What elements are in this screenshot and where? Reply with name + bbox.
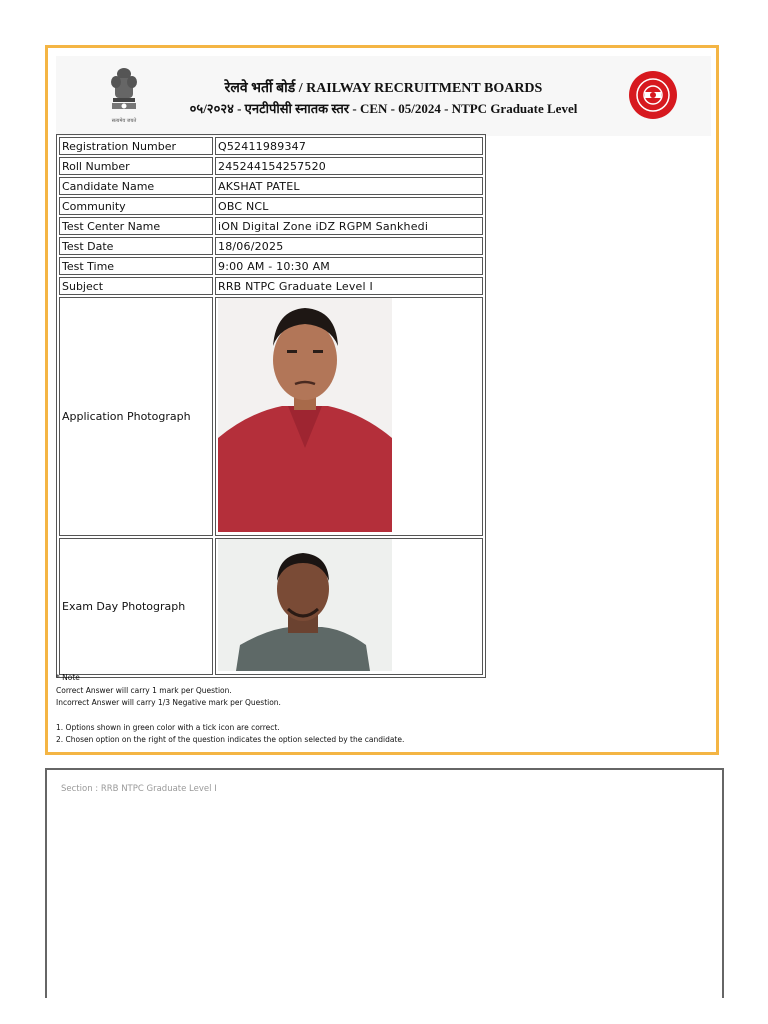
detail-label: Community (59, 197, 213, 215)
detail-label: Registration Number (59, 137, 213, 155)
indian-railways-logo-icon (628, 70, 678, 120)
header-banner (56, 56, 711, 136)
detail-value: 18/06/2025 (215, 237, 483, 255)
state-emblem-icon (106, 66, 142, 130)
detail-value: 245244154257520 (215, 157, 483, 175)
detail-row (59, 277, 483, 295)
application-photo-row (59, 297, 483, 536)
candidate-details-table (56, 134, 486, 678)
detail-label: Test Center Name (59, 217, 213, 235)
detail-label: Test Time (59, 257, 213, 275)
detail-value: iON Digital Zone iDZ RGPM Sankhedi (215, 217, 483, 235)
admit-card (45, 45, 719, 755)
application-photo-label: Application Photograph (59, 297, 213, 536)
exam-day-photo-cell (215, 538, 483, 675)
exam-day-photograph (218, 539, 392, 671)
application-photo-cell (215, 297, 483, 536)
detail-value: RRB NTPC Graduate Level I (215, 277, 483, 295)
detail-value: AKSHAT PATEL (215, 177, 483, 195)
exam-day-photo-row (59, 538, 483, 675)
detail-label: Roll Number (59, 157, 213, 175)
detail-row (59, 177, 483, 195)
header-title: रेलवे भर्ती बोर्ड / RAILWAY RECRUITMENT BOARDS (224, 81, 543, 96)
notes-line: 1. Options shown in green color with a tick icon are correct. (56, 722, 280, 732)
detail-row (59, 157, 483, 175)
detail-row (59, 217, 483, 235)
section-label: Section : RRB NTPC Graduate Level I (61, 784, 217, 794)
detail-label: Subject (59, 277, 213, 295)
detail-value: OBC NCL (215, 197, 483, 215)
emblem-caption: सत्यमेव जयते (111, 118, 137, 124)
detail-value: 9:00 AM - 10:30 AM (215, 257, 483, 275)
detail-value: Q52411989347 (215, 137, 483, 155)
detail-row (59, 137, 483, 155)
exam-day-photo-label: Exam Day Photograph (59, 538, 213, 675)
section-panel (45, 768, 724, 998)
notes-heading: * Note (56, 673, 80, 682)
notes-line: Correct Answer will carry 1 mark per Question. (56, 685, 232, 695)
notes-line: Incorrect Answer will carry 1/3 Negative mark per Question. (56, 698, 281, 707)
detail-label: Candidate Name (59, 177, 213, 195)
detail-label: Test Date (59, 237, 213, 255)
notes-line: 2. Chosen option on the right of the question indicates the option selected by the candidate. (56, 735, 405, 744)
detail-row (59, 197, 483, 215)
detail-row (59, 237, 483, 255)
header-subtitle: ०५/२०२४ - एनटीपीसी स्नातक स्तर - CEN - 05/2024 - NTPC Graduate Level (189, 101, 578, 116)
notes (56, 672, 404, 747)
application-photograph (218, 298, 392, 532)
detail-row (59, 257, 483, 275)
